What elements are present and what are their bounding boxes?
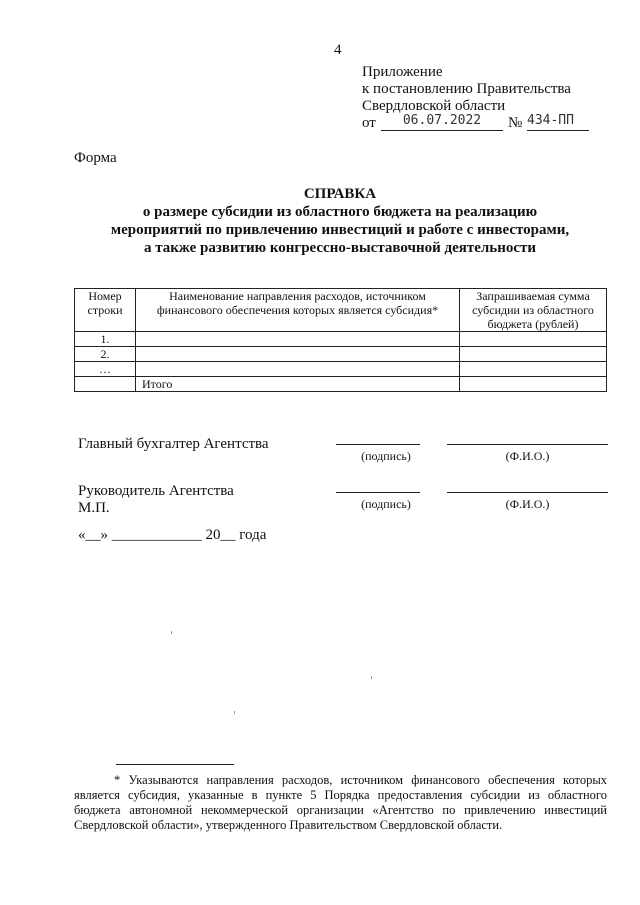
footnote — [74, 773, 607, 833]
accountant-name-caption: (Ф.И.О.) — [505, 449, 550, 463]
resolution-number: 434-ПП — [527, 112, 589, 131]
cell-total-label: Итого — [136, 377, 460, 392]
header-requested-amount: Запрашиваемая сумма субсидии из областного бюджета (рублей) — [460, 289, 607, 332]
appendix-line-3: Свердловской области — [362, 98, 506, 114]
table-header-row — [75, 289, 607, 332]
cell-row-number — [75, 377, 136, 392]
cell-row-number: 2. — [75, 347, 136, 362]
date-fill-line: «__» ____________ 20__ года — [78, 527, 267, 543]
cell-expense-direction — [136, 332, 460, 347]
date-prefix: от — [362, 115, 376, 131]
number-prefix: № — [508, 115, 523, 131]
cell-expense-direction — [136, 347, 460, 362]
subtitle-line-1: о размере субсидии из областного бюджета на реализацию — [142, 204, 538, 220]
page-number: 4 — [334, 42, 342, 58]
scan-speck — [171, 631, 172, 634]
header-row-number: Номер строки — [75, 289, 136, 332]
scan-speck — [371, 676, 372, 679]
table-row — [75, 332, 607, 347]
form-label: Форма — [74, 150, 117, 166]
footnote-text: * Указываются направления расходов, источником финансового обеспечения которых является субсидия, указанные в пункте 5 Порядка предоставления субсидии из областного бюджета автономной некоммерческой организации «Агентство по привлечению инвестиций Свердловской области», утвержденного Правительством Свердловской области. — [74, 773, 607, 832]
cell-row-number: … — [75, 362, 136, 377]
cell-total-amount — [460, 377, 607, 392]
appendix-date-line — [362, 113, 574, 133]
table-total-row — [75, 377, 607, 392]
table-row — [75, 362, 607, 377]
accountant-signature-caption: (подпись) — [361, 449, 411, 463]
subsidy-table — [74, 288, 607, 392]
head-name-line — [447, 492, 608, 493]
cell-requested-amount — [460, 347, 607, 362]
agency-head-label: Руководитель Агентства — [78, 483, 234, 499]
cell-expense-direction — [136, 362, 460, 377]
accountant-name-line — [447, 444, 608, 445]
cell-row-number: 1. — [75, 332, 136, 347]
cell-requested-amount — [460, 332, 607, 347]
appendix-line-2: к постановлению Правительства — [362, 81, 571, 97]
resolution-date: 06.07.2022 — [381, 112, 503, 131]
chief-accountant-label: Главный бухгалтер Агентства — [78, 436, 269, 452]
cell-requested-amount — [460, 362, 607, 377]
footnote-separator — [116, 764, 234, 765]
document-heading: СПРАВКА — [303, 186, 377, 202]
appendix-block — [362, 64, 574, 133]
head-signature-caption: (подпись) — [361, 497, 411, 511]
appendix-line-1: Приложение — [362, 64, 443, 80]
subtitle-line-3: а также развитию конгрессно-выставочной деятельности — [143, 240, 537, 256]
table-row — [75, 347, 607, 362]
head-name-caption: (Ф.И.О.) — [505, 497, 550, 511]
stamp-label: М.П. — [78, 500, 110, 516]
header-expense-direction: Наименование направления расходов, источником финансового обеспечения которых является субсидия* — [136, 289, 460, 332]
head-signature-line — [336, 492, 420, 493]
accountant-signature-line — [336, 444, 420, 445]
subtitle-line-2: мероприятий по привлечению инвестиций и работе с инвесторами, — [110, 222, 570, 238]
document-subtitle — [60, 203, 620, 257]
scan-speck — [234, 711, 235, 714]
